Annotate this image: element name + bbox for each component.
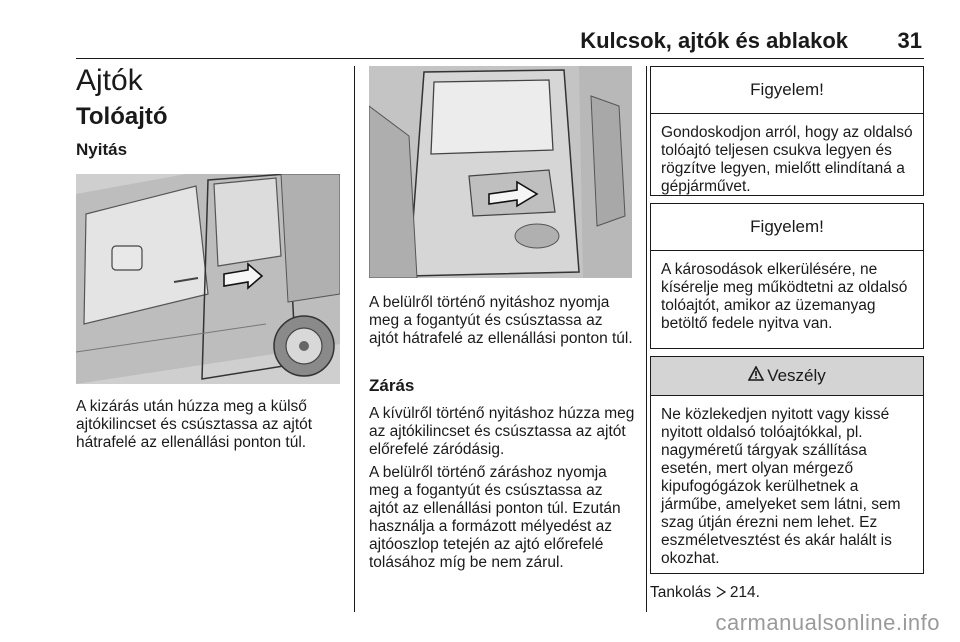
- notice-box-2-title: Figyelem!: [651, 204, 923, 251]
- notice-box-1-text: Gondoskodjon arról, hogy az oldalsó tolóajtó teljesen csukva legyen és rögzítve legyen, mielőtt elindítaná a gépjárművet.: [661, 124, 913, 195]
- notice-box-1-title: Figyelem!: [651, 67, 923, 114]
- notice-box-2: [650, 203, 924, 349]
- danger-box-header: [651, 357, 923, 396]
- paragraph-exterior-closing: A kívülről történő nyitáshoz húzza meg az ajtókilincset és csúsztassa az ajtót előrefelé záródásig.: [369, 405, 635, 458]
- notice-box-2-text: A károsodások elkerülésére, ne kísérelje meg működtetni az oldalsó tolóajtót, amikor az üzemanyag betöltő fedele nyitva van.: [661, 261, 908, 332]
- cross-reference-page: 214.: [729, 584, 760, 601]
- caption-exterior-opening: A kizárás után húzza meg a külső ajtókilincset és csúsztassa az ajtót hátrafelé az ellenállási ponton túl.: [76, 398, 313, 451]
- van-interior-illustration: [369, 66, 632, 278]
- notice-box-1: [650, 66, 924, 196]
- closing-heading: Zárás: [369, 376, 415, 395]
- column-divider-2: [646, 66, 647, 612]
- figure-exterior-sliding-door: [76, 174, 340, 384]
- page-reference-arrow-icon: [716, 584, 730, 601]
- cross-reference[interactable]: [650, 584, 760, 602]
- column-divider-1: [354, 66, 355, 612]
- paragraph-interior-opening: A belülről történő nyitáshoz nyomja meg a fogantyút és csúsztassa az ajtót hátrafelé az ellenállási ponton túl.: [369, 294, 633, 347]
- warning-triangle-icon: [748, 366, 764, 386]
- danger-box-title: Veszély: [767, 366, 826, 385]
- danger-box-text: Ne közlekedjen nyitott vagy kissé nyitott oldalsó tolóajtókkal, pl. nagyméretű tárgyak szállítása esetén, mert olyan mérgező kipufogógázok kerülhetnek a járműbe, amelyeket sem látni, sem szag útján érezni nem lehet. Ez eszméletvesztést és akár halált is okozhat.: [661, 406, 901, 567]
- running-header-title: Kulcsok, ajtók és ablakok: [580, 28, 848, 53]
- section-heading: Ajtók: [76, 64, 143, 97]
- opening-heading: Nyitás: [76, 140, 128, 159]
- figure-interior-sliding-door: [369, 66, 632, 278]
- van-exterior-illustration: [76, 174, 340, 384]
- paragraph-interior-closing: A belülről történő záráshoz nyomja meg a fogantyút és csúsztassa az ajtót az ellenállási ponton túl. Ezután használja a formázott mélyedést az ajtóoszlop tetején az ajtó előrefelé tolásához míg be nem zárul.: [369, 464, 621, 571]
- page-number: 31: [897, 28, 922, 53]
- danger-box: [650, 356, 924, 574]
- cross-reference-text: Tankolás: [650, 584, 712, 601]
- subsection-heading: Tolóajtó: [76, 103, 168, 130]
- watermark: carmanualsonline.info: [715, 610, 940, 635]
- header-rule: [76, 58, 924, 59]
